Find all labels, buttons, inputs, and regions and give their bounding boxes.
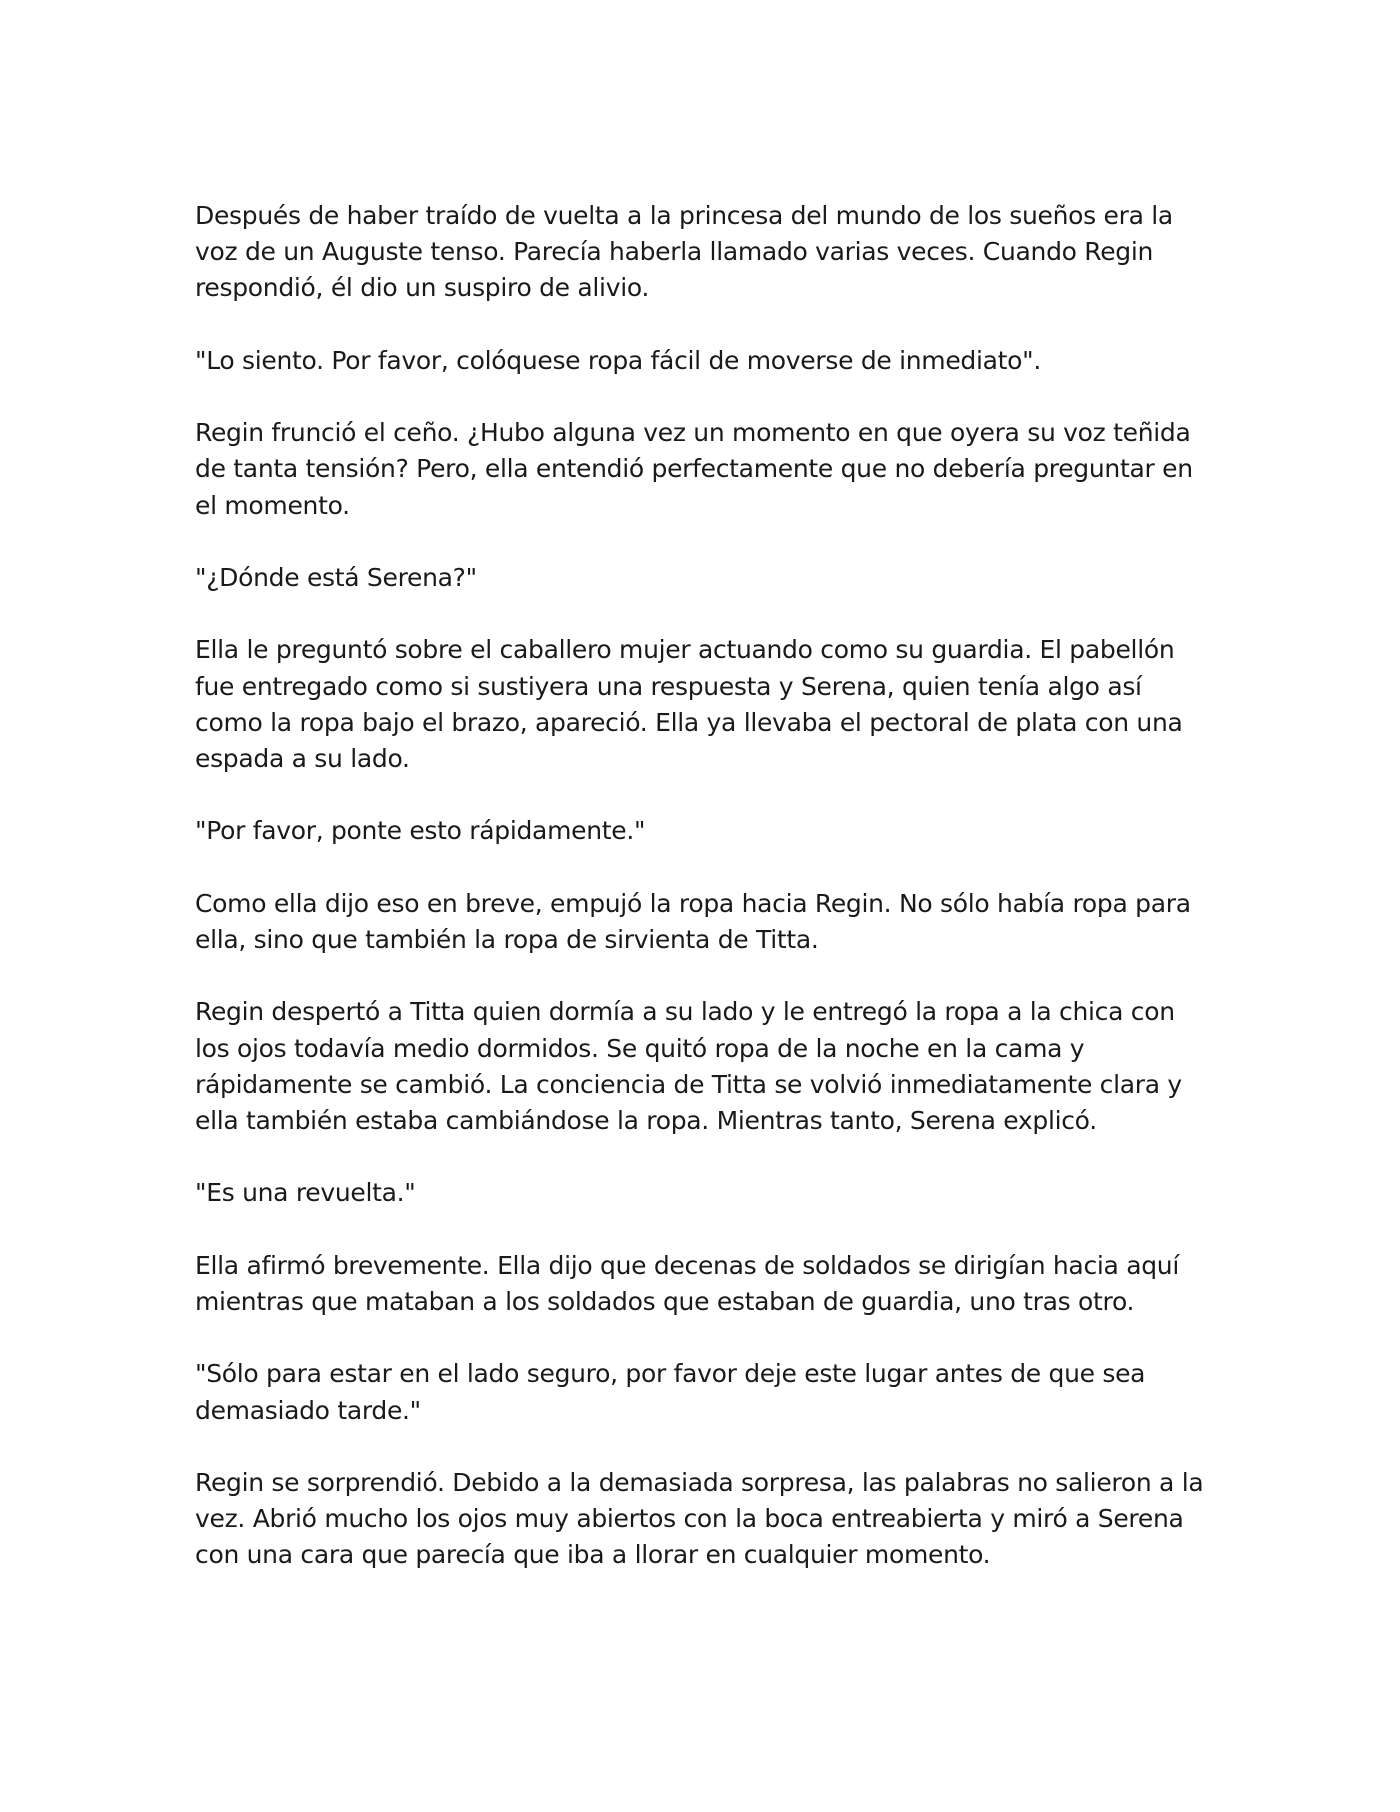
paragraph: Ella le preguntó sobre el caballero mujer actuando como su guardia. El pabellón fue entregado como si sustiyera una respuesta y Serena, quien tenía algo así como la ropa bajo el brazo, apareció. Ella ya llevaba el pectoral de plata con una espada a su lado.: [195, 635, 1183, 773]
paragraph: Regin frunció el ceño. ¿Hubo alguna vez un momento en que oyera su voz teñida de tanta tensión? Pero, ella entendió perfectamente que no debería preguntar en el momento.: [195, 418, 1193, 520]
paragraph: "Sólo para estar en el lado seguro, por favor deje este lugar antes de que sea demasiado tarde.": [195, 1359, 1146, 1425]
paragraph: Regin despertó a Titta quien dormía a su lado y le entregó la ropa a la chica con los ojos todavía medio dormidos. Se quitó ropa de la noche en la cama y rápidamente se cambió. La conciencia de Titta se volvió inmediatamente clara y ella también estaba cambiándose la ropa. Mientras tanto, Serena explicó.: [195, 997, 1182, 1135]
paragraph: Ella afirmó brevemente. Ella dijo que decenas de soldados se dirigían hacia aquí mientras que mataban a los soldados que estaban de guardia, uno tras otro.: [195, 1250, 1179, 1316]
paragraph: "Es una revuelta.": [195, 1178, 416, 1208]
paragraph: "Por favor, ponte esto rápidamente.": [195, 816, 646, 846]
paragraph: "Lo siento. Por favor, colóquese ropa fácil de moverse de inmediato".: [195, 345, 1042, 375]
paragraph: Después de haber traído de vuelta a la princesa del mundo de los sueños era la voz de un Auguste tenso. Parecía haberla llamado varias veces. Cuando Regin respondió, él dio un suspiro de alivio.: [195, 201, 1173, 303]
paragraph: Regin se sorprendió. Debido a la demasiada sorpresa, las palabras no salieron a la vez. Abrió mucho los ojos muy abiertos con la boca entreabierta y miró a Serena con una cara que parecía que iba a llorar en cualquier momento.: [195, 1467, 1204, 1570]
document-body: [195, 198, 1215, 1610]
paragraph: "¿Dónde está Serena?": [195, 562, 477, 592]
paragraph: Como ella dijo eso en breve, empujó la ropa hacia Regin. No sólo había ropa para ella, sino que también la ropa de sirvienta de Titta.: [195, 888, 1191, 954]
